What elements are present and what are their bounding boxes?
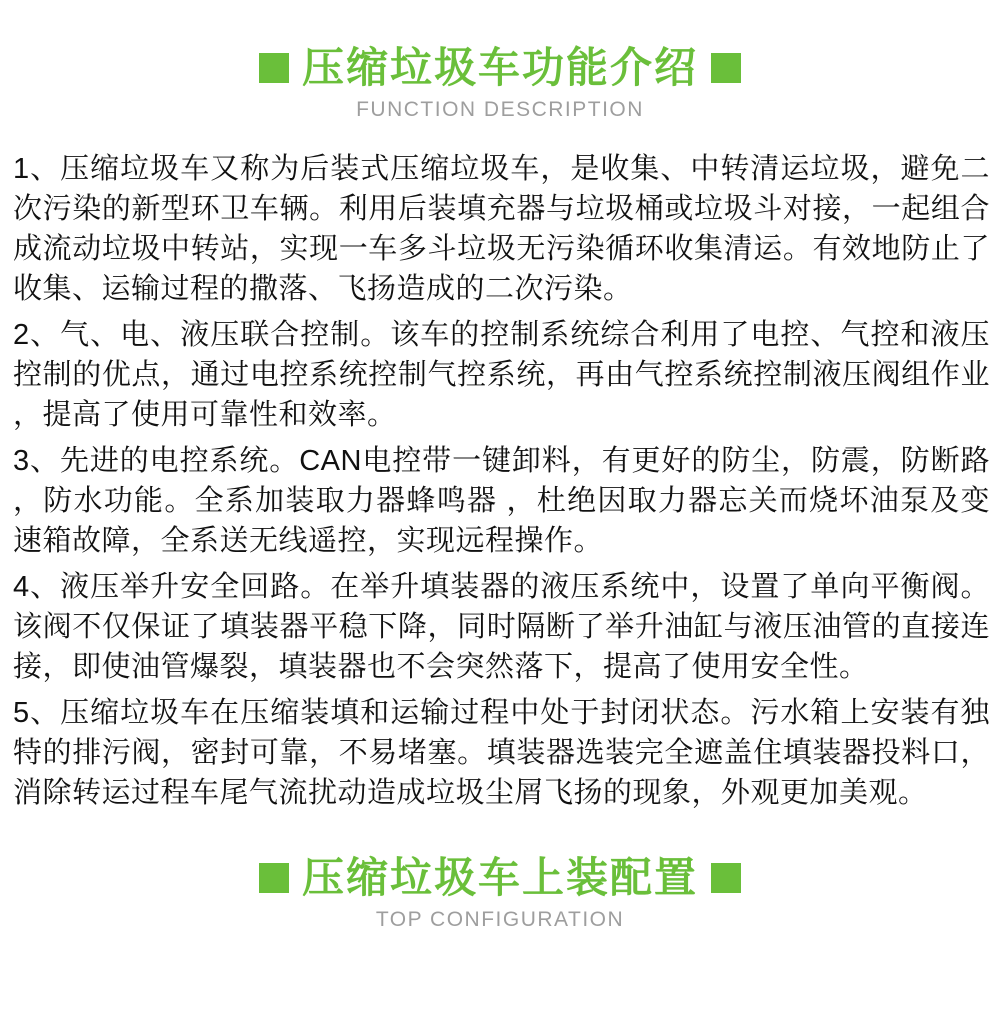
green-square-icon — [711, 53, 741, 83]
function-paragraph-2: 2、气、电、液压联合控制。该车的控制系统综合利用了电控、气控和液压控制的优点，通过电控系统控制气控系统，再由气控系统控制液压阀组作业，提高了使用可靠性和效率。 — [13, 319, 990, 431]
green-square-icon — [259, 53, 289, 83]
top-configuration-title-row — [0, 855, 1000, 901]
function-paragraph-4: 4、液压举升安全回路。在举升填装器的液压系统中，设置了单向平衡阀。该阀不仅保证了填装器平稳下降，同时隔断了举升油缸与液压油管的直接连接，即使油管爆裂，填装器也不会突然落下，提高了使用安全性。 — [13, 571, 990, 683]
top-configuration-section-subtitle: TOP CONFIGURATION — [375, 908, 625, 931]
function-paragraph-1: 1、压缩垃圾车又称为后装式压缩垃圾车，是收集、中转清运垃圾，避免二次污染的新型环卫车辆。利用后装填充器与垃圾桶或垃圾斗对接，一起组合成流动垃圾中转站，实现一车多斗垃圾无污染循环收集清运。有效地防止了收集、运输过程的撒落、飞扬造成的二次污染。 — [13, 153, 990, 305]
top-configuration-section-title: 压缩垃圾车上装配置 — [301, 854, 698, 901]
green-square-icon — [711, 863, 741, 893]
function-title-row — [0, 45, 1000, 91]
function-section-subtitle: FUNCTION DESCRIPTION — [356, 98, 644, 121]
section-header-function-description — [0, 0, 1000, 122]
section-header-top-configuration — [0, 855, 1000, 932]
green-square-icon — [259, 863, 289, 893]
function-paragraph-5: 5、压缩垃圾车在压缩装填和运输过程中处于封闭状态。污水箱上安装有独特的排污阀，密封可靠，不易堵塞。填装器选装完全遮盖住填装器投料口，消除转运过程车尾气流扰动造成垃圾尘屑飞扬的现象，外观更加美观。 — [13, 697, 990, 809]
function-description-body — [13, 149, 990, 813]
function-paragraph-3: 3、先进的电控系统。CAN电控带一键卸料，有更好的防尘，防震，防断路，防水功能。全系加装取力器蜂鸣器 ，杜绝因取力器忘关而烧坏油泵及变速箱故障，全系送无线遥控，实现远程操作。 — [13, 445, 990, 557]
function-section-title: 压缩垃圾车功能介绍 — [301, 44, 698, 91]
